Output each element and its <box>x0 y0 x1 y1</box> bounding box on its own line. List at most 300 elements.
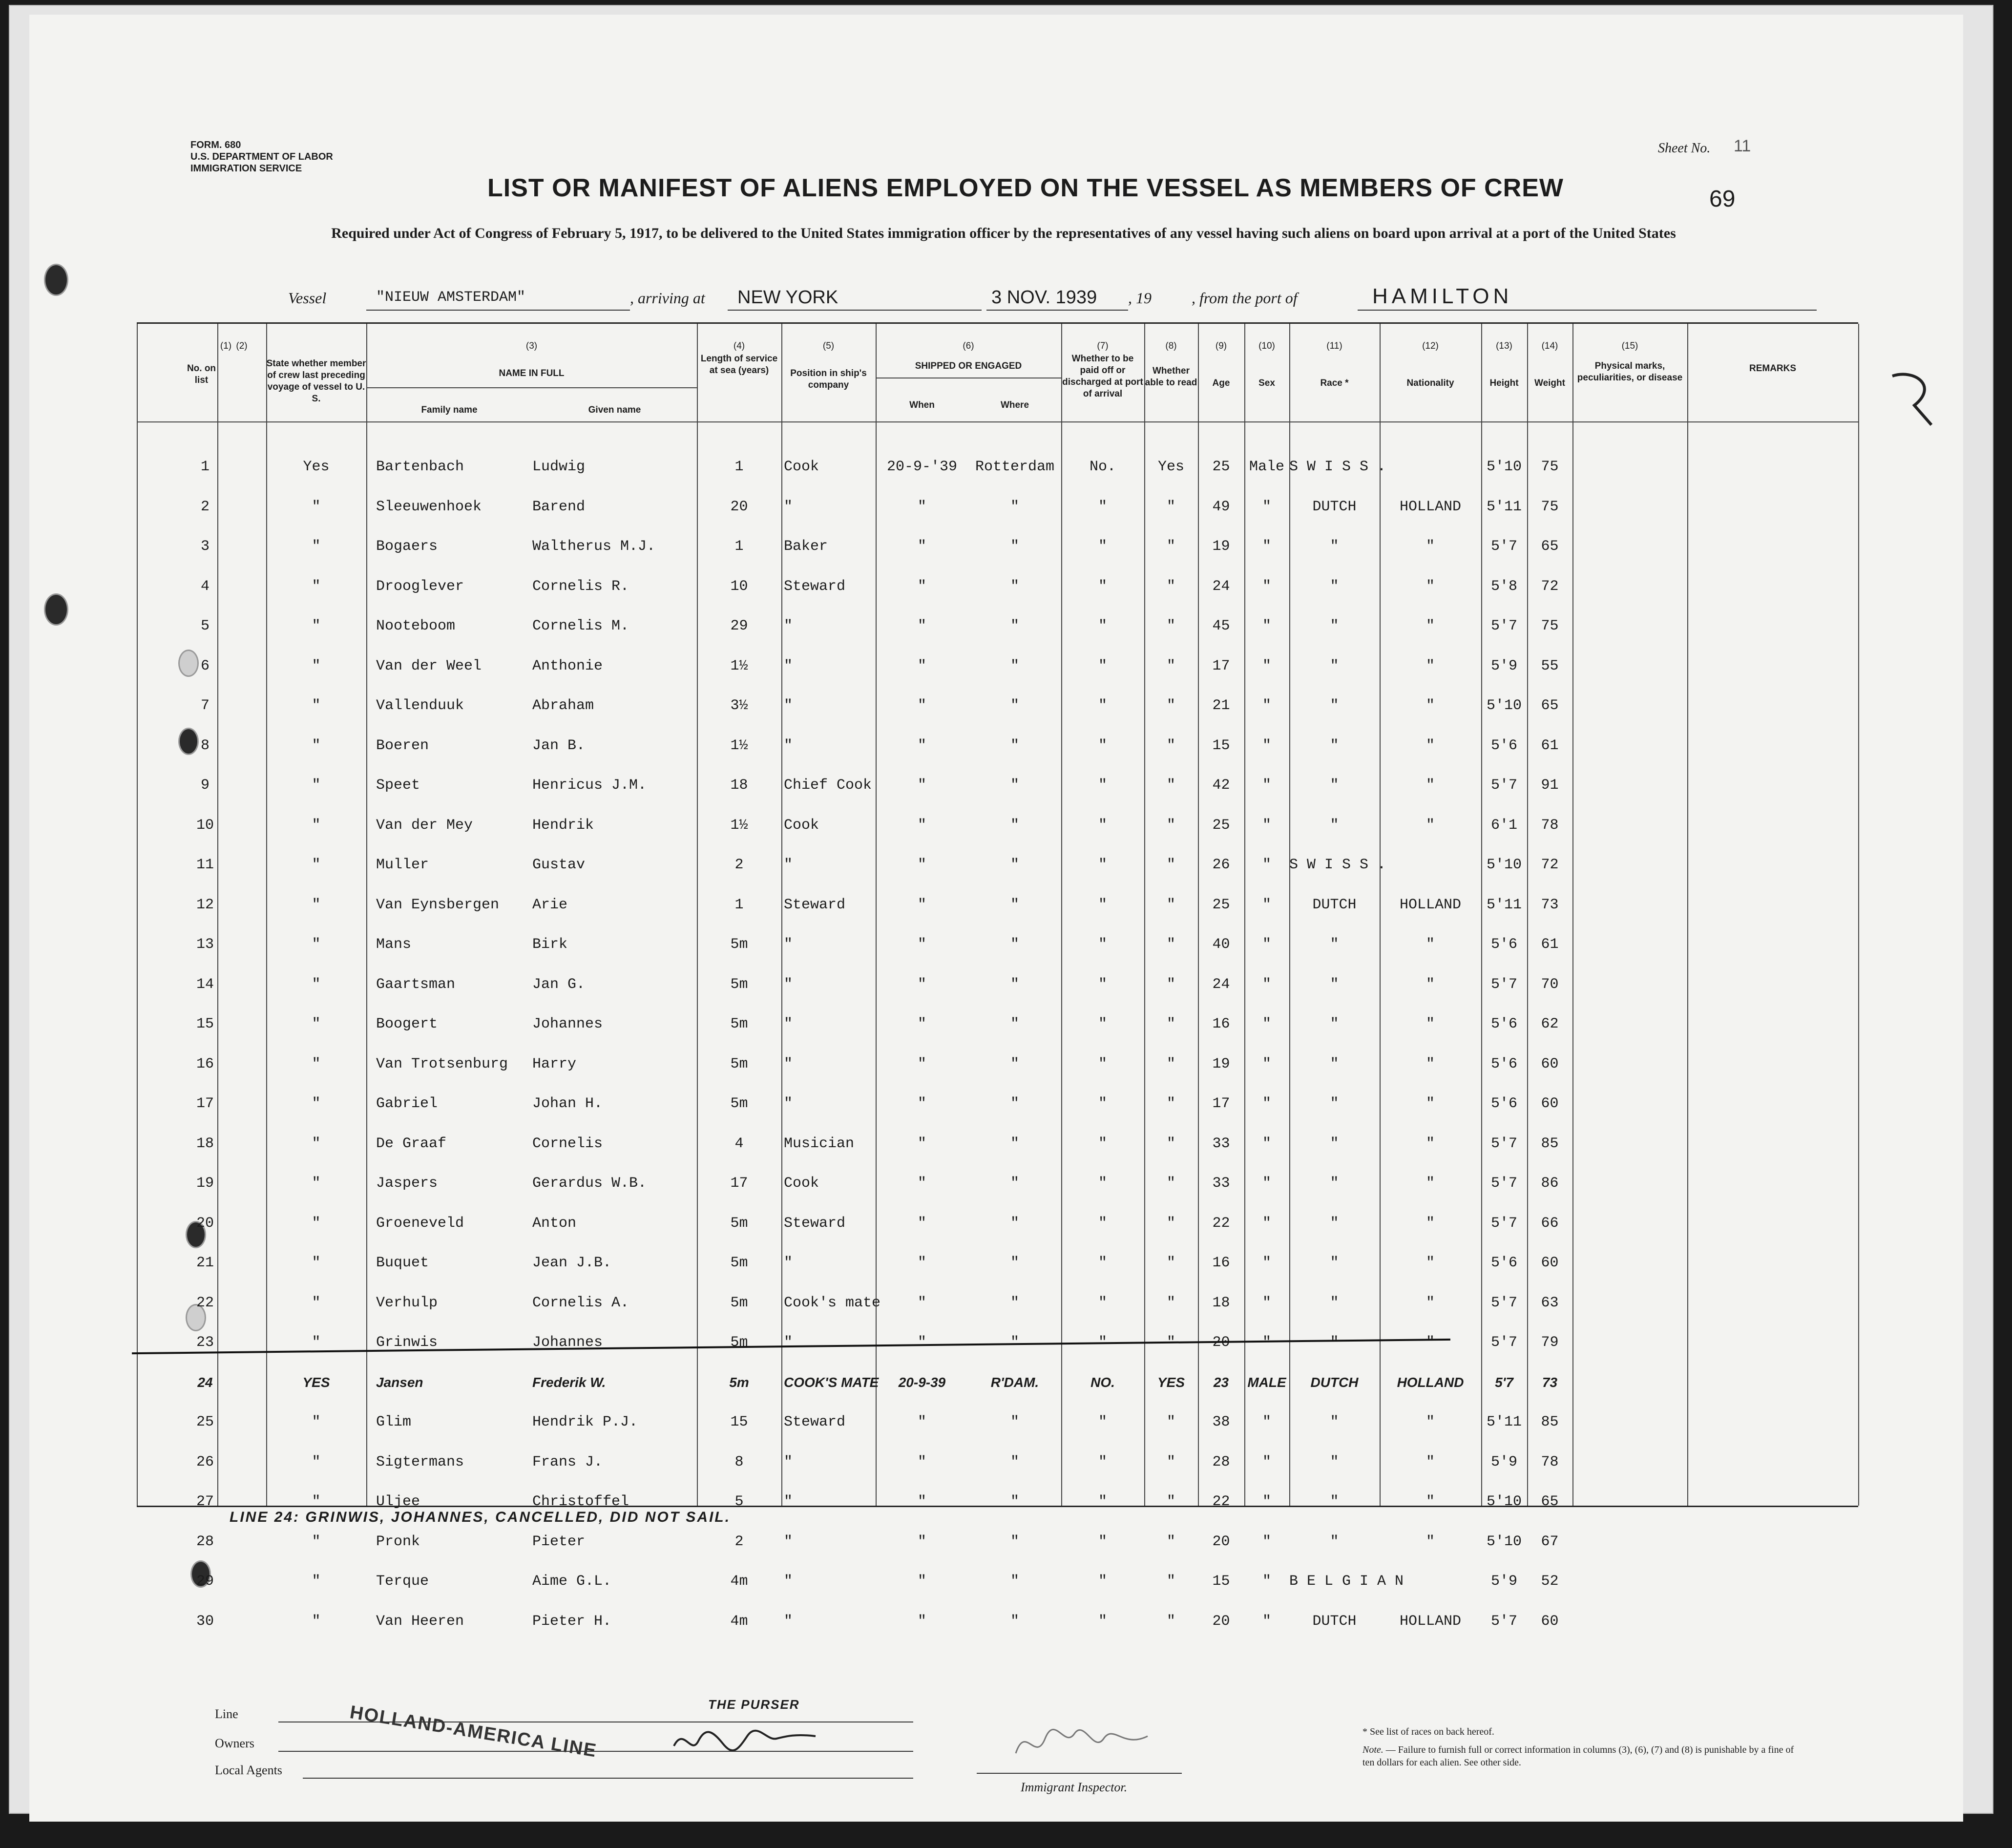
row-5-prev: " <box>312 618 321 634</box>
row-2-height: 5'11 <box>1486 498 1522 515</box>
header-paid-off: Whether to be paid off or discharged at port of arrival <box>1062 354 1143 399</box>
row-15-height: 5'6 <box>1490 1016 1517 1032</box>
row-14-no: 14 <box>196 976 214 993</box>
row-12-family: Van Eynsbergen <box>376 896 500 913</box>
row-23-prev: " <box>312 1334 321 1351</box>
row-2-prev: " <box>312 498 321 515</box>
row-17-given: Johan H. <box>532 1095 603 1112</box>
row-6-nat: " <box>1425 657 1435 674</box>
row-11-prev: " <box>312 857 321 873</box>
row-19-paid: " <box>1098 1175 1107 1192</box>
row-16-height: 5'6 <box>1490 1055 1517 1072</box>
row-26-when: " <box>917 1453 926 1470</box>
row-1-read: Yes <box>1157 459 1184 475</box>
row-30-when: " <box>917 1613 926 1630</box>
row-17-where: " <box>1010 1095 1019 1112</box>
row-6-paid: " <box>1098 657 1107 674</box>
row-29-sex: " <box>1262 1573 1271 1590</box>
col-num: (5) <box>822 341 835 351</box>
row-5-family: Nooteboom <box>376 618 456 634</box>
row-19-no: 19 <box>196 1175 214 1192</box>
row-13-family: Mans <box>376 936 412 953</box>
row-26-read: " <box>1166 1453 1175 1470</box>
row-8-given: Jan B. <box>532 737 586 754</box>
row-13-age: 40 <box>1212 936 1230 953</box>
row-16-where: " <box>1010 1055 1019 1072</box>
row-12-height: 5'11 <box>1486 896 1522 913</box>
row-21-no: 21 <box>196 1255 214 1271</box>
header-name: NAME IN FULL <box>499 368 565 378</box>
row-6-read: " <box>1166 657 1175 674</box>
arrival-date: 3 NOV. 1939 <box>991 287 1097 308</box>
row-10-pos: Cook <box>784 817 819 834</box>
row-10-where: " <box>1010 817 1019 834</box>
row-24-pos: COOK'S MATE <box>784 1374 879 1390</box>
row-13-prev: " <box>312 936 321 953</box>
row-4-height: 5'8 <box>1490 578 1517 595</box>
row-27-when: " <box>917 1493 926 1510</box>
row-11-when: " <box>917 857 926 873</box>
row-10-family: Van der Mey <box>376 817 473 834</box>
row-14-read: " <box>1166 976 1175 993</box>
company-stamp: HOLLAND-AMERICA LINE <box>348 1702 599 1762</box>
row-2-when: " <box>917 498 926 515</box>
row-17-nat: " <box>1425 1095 1435 1112</box>
col-num: (15) <box>1621 341 1638 351</box>
row-6-len: 1½ <box>730 657 748 674</box>
row-16-nat: " <box>1425 1055 1435 1072</box>
row-10-when: " <box>917 817 926 834</box>
row-21-weight: 60 <box>1541 1255 1559 1271</box>
row-20-read: " <box>1166 1215 1175 1232</box>
row-2-len: 20 <box>730 498 748 515</box>
row-10-no: 10 <box>196 817 214 834</box>
row-10-age: 25 <box>1212 817 1230 834</box>
row-26-sex: " <box>1262 1453 1271 1470</box>
row-8-nat: " <box>1425 737 1435 754</box>
row-28-where: " <box>1010 1533 1019 1550</box>
row-12-read: " <box>1166 896 1175 913</box>
form-number: FORM. 680 U.S. DEPARTMENT OF LABOR IMMIGRATION SERVICE <box>190 140 333 174</box>
row-21-race: " <box>1330 1255 1339 1271</box>
row-4-no: 4 <box>200 578 210 595</box>
row-26-prev: " <box>312 1453 321 1470</box>
row-4-pos: Steward <box>784 578 846 595</box>
row-5-where: " <box>1010 618 1019 634</box>
row-23-given: Johannes <box>532 1334 603 1351</box>
row-18-race: " <box>1330 1135 1339 1152</box>
row-26-paid: " <box>1098 1453 1107 1470</box>
row-22-sex: " <box>1262 1294 1271 1311</box>
row-20-height: 5'7 <box>1490 1215 1517 1232</box>
row-9-family: Speet <box>376 777 420 794</box>
row-30-pos: " <box>784 1613 793 1630</box>
row-18-when: " <box>917 1135 926 1152</box>
row-29-race: B E L G I A N <box>1289 1573 1404 1590</box>
row-17-weight: 60 <box>1541 1095 1559 1112</box>
row-30-no: 30 <box>196 1613 214 1630</box>
row-24-nat: HOLLAND <box>1397 1374 1464 1390</box>
row-2-paid: " <box>1098 498 1107 515</box>
row-23-no: 23 <box>196 1334 214 1351</box>
row-18-age: 33 <box>1212 1135 1230 1152</box>
row-21-len: 5m <box>730 1255 748 1271</box>
col-num: (4) <box>733 341 745 351</box>
row-14-weight: 70 <box>1541 976 1559 993</box>
row-30-family: Van Heeren <box>376 1613 464 1630</box>
row-20-pos: Steward <box>784 1215 846 1232</box>
row-8-family: Boeren <box>376 737 429 754</box>
row-1-given: Ludwig <box>532 459 586 475</box>
header-where: Where <box>1000 400 1029 410</box>
row-16-age: 19 <box>1212 1055 1230 1072</box>
row-7-where: " <box>1010 697 1019 714</box>
row-7-pos: " <box>784 697 793 714</box>
row-26-where: " <box>1010 1453 1019 1470</box>
row-9-paid: " <box>1098 777 1107 794</box>
row-27-race: " <box>1330 1493 1339 1510</box>
row-2-age: 49 <box>1212 498 1230 515</box>
header-family: Family name <box>421 405 478 415</box>
row-17-paid: " <box>1098 1095 1107 1112</box>
header-state: State whether member of crew last preceding voyage of vessel to U. S. <box>266 358 366 404</box>
row-9-given: Henricus J.M. <box>532 777 647 794</box>
row-16-paid: " <box>1098 1055 1107 1072</box>
row-18-paid: " <box>1098 1135 1107 1152</box>
row-6-prev: " <box>312 657 321 674</box>
row-9-nat: " <box>1425 777 1435 794</box>
row-14-family: Gaartsman <box>376 976 456 993</box>
row-12-no: 12 <box>196 896 214 913</box>
row-29-given: Aime G.L. <box>532 1573 612 1590</box>
row-19-sex: " <box>1262 1175 1271 1192</box>
margin-pencil-mark <box>1885 371 1944 430</box>
col-num: (3) <box>525 341 538 351</box>
row-9-pos: Chief Cook <box>784 777 872 794</box>
year-label: , 19 <box>1128 289 1152 307</box>
row-26-height: 5'9 <box>1490 1453 1517 1470</box>
row-10-race: " <box>1330 817 1339 834</box>
row-13-weight: 61 <box>1541 936 1559 953</box>
row-4-prev: " <box>312 578 321 595</box>
owners-label: Owners <box>215 1736 254 1750</box>
row-13-read: " <box>1166 936 1175 953</box>
underline <box>728 310 982 311</box>
row-17-prev: " <box>312 1095 321 1112</box>
row-9-height: 5'7 <box>1490 777 1517 794</box>
arriving-label: , arriving at <box>630 289 705 307</box>
row-3-given: Waltherus M.J. <box>532 538 656 555</box>
row-24-age: 23 <box>1213 1374 1229 1390</box>
row-7-read: " <box>1166 697 1175 714</box>
row-15-weight: 62 <box>1541 1016 1559 1032</box>
row-6-given: Anthonie <box>532 657 603 674</box>
row-5-given: Cornelis M. <box>532 618 629 634</box>
agents-label: Local Agents <box>215 1763 282 1777</box>
row-24-weight: 73 <box>1542 1374 1558 1390</box>
row-27-family: Uljee <box>376 1493 420 1510</box>
row-15-pos: " <box>784 1016 793 1032</box>
row-16-family: Van Trotsenburg <box>376 1055 508 1072</box>
row-12-age: 25 <box>1212 896 1230 913</box>
row-3-family: Bogaers <box>376 538 438 555</box>
row-5-when: " <box>917 618 926 634</box>
row-13-paid: " <box>1098 936 1107 953</box>
row-29-pos: " <box>784 1573 793 1590</box>
row-17-age: 17 <box>1212 1095 1230 1112</box>
row-10-weight: 78 <box>1541 817 1559 834</box>
row-22-pos: Cook's mate <box>784 1294 881 1311</box>
row-7-sex: " <box>1262 697 1271 714</box>
row-15-given: Johannes <box>532 1016 603 1032</box>
row-6-height: 5'9 <box>1490 657 1517 674</box>
row-22-age: 18 <box>1212 1294 1230 1311</box>
header-height: Height <box>1489 378 1519 388</box>
row-22-weight: 63 <box>1541 1294 1559 1311</box>
row-19-race: " <box>1330 1175 1339 1192</box>
row-19-given: Gerardus W.B. <box>532 1175 647 1192</box>
underline <box>366 310 630 311</box>
row-18-pos: Musician <box>784 1135 855 1152</box>
row-18-where: " <box>1010 1135 1019 1152</box>
row-4-race: " <box>1330 578 1339 595</box>
row-5-paid: " <box>1098 618 1107 634</box>
row-15-nat: " <box>1425 1016 1435 1032</box>
row-18-weight: 85 <box>1541 1135 1559 1152</box>
row-4-where: " <box>1010 578 1019 595</box>
row-3-when: " <box>917 538 926 555</box>
row-25-family: Glim <box>376 1414 412 1430</box>
row-10-prev: " <box>312 817 321 834</box>
punch-hole <box>44 593 68 626</box>
row-9-len: 18 <box>730 777 748 794</box>
col-num: (13) <box>1496 341 1512 351</box>
cancellation-note: LINE 24: GRINWIS, JOHANNES, CANCELLED, DID NOT SAIL. <box>230 1509 731 1525</box>
row-21-nat: " <box>1425 1255 1435 1271</box>
row-16-weight: 60 <box>1541 1055 1559 1072</box>
row-7-given: Abraham <box>532 697 594 714</box>
row-1-weight: 75 <box>1541 459 1559 475</box>
row-25-nat: " <box>1425 1414 1435 1430</box>
row-21-family: Buquet <box>376 1255 429 1271</box>
row-30-weight: 60 <box>1541 1613 1559 1630</box>
vessel-line <box>137 284 1675 313</box>
row-12-sex: " <box>1262 896 1271 913</box>
row-1-pos: Cook <box>784 459 819 475</box>
row-21-prev: " <box>312 1255 321 1271</box>
row-27-pos: " <box>784 1493 793 1510</box>
row-22-paid: " <box>1098 1294 1107 1311</box>
row-6-no: 6 <box>200 657 210 674</box>
row-10-height: 6'1 <box>1490 817 1517 834</box>
row-7-race: " <box>1330 697 1339 714</box>
row-20-nat: " <box>1425 1215 1435 1232</box>
row-24-where: R'DAM. <box>990 1374 1039 1390</box>
row-5-no: 5 <box>200 618 210 634</box>
row-26-age: 28 <box>1212 1453 1230 1470</box>
purser-signature <box>669 1717 825 1761</box>
row-11-age: 26 <box>1212 857 1230 873</box>
row-28-age: 20 <box>1212 1533 1230 1550</box>
row-23-weight: 79 <box>1541 1334 1559 1351</box>
row-3-sex: " <box>1262 538 1271 555</box>
row-25-pos: Steward <box>784 1414 846 1430</box>
row-21-where: " <box>1010 1255 1019 1271</box>
row-5-race: " <box>1330 618 1339 634</box>
row-30-sex: " <box>1262 1613 1271 1630</box>
row-13-pos: " <box>784 936 793 953</box>
row-22-when: " <box>917 1294 926 1311</box>
row-1-prev: Yes <box>303 459 330 475</box>
row-28-prev: " <box>312 1533 321 1550</box>
row-3-height: 5'7 <box>1490 538 1517 555</box>
row-6-race: " <box>1330 657 1339 674</box>
col-num: (12) <box>1422 341 1439 351</box>
row-13-height: 5'6 <box>1490 936 1517 953</box>
row-23-when: " <box>917 1334 926 1351</box>
row-20-when: " <box>917 1215 926 1232</box>
row-2-weight: 75 <box>1541 498 1559 515</box>
row-14-given: Jan G. <box>532 976 586 993</box>
arrival-port: NEW YORK <box>737 287 838 308</box>
row-28-len: 2 <box>734 1533 744 1550</box>
row-11-read: " <box>1166 857 1175 873</box>
row-20-sex: " <box>1262 1215 1271 1232</box>
row-24-read: YES <box>1157 1374 1185 1390</box>
row-28-when: " <box>917 1533 926 1550</box>
row-19-pos: Cook <box>784 1175 819 1192</box>
row-14-pos: " <box>784 976 793 993</box>
row-14-paid: " <box>1098 976 1107 993</box>
row-6-pos: " <box>784 657 793 674</box>
row-27-read: " <box>1166 1493 1175 1510</box>
row-10-given: Hendrik <box>532 817 594 834</box>
row-5-pos: " <box>784 618 793 634</box>
row-8-when: " <box>917 737 926 754</box>
row-25-height: 5'11 <box>1486 1414 1522 1430</box>
row-16-when: " <box>917 1055 926 1072</box>
row-20-paid: " <box>1098 1215 1107 1232</box>
col-num: (9) <box>1215 341 1227 351</box>
row-4-when: " <box>917 578 926 595</box>
row-20-age: 22 <box>1212 1215 1230 1232</box>
departure-port: HAMILTON <box>1372 284 1513 308</box>
sheet-value: 11 <box>1734 137 1751 155</box>
row-1-age: 25 <box>1212 459 1230 475</box>
vessel-label: Vessel <box>288 289 327 307</box>
header-age: Age <box>1212 378 1230 388</box>
row-21-age: 16 <box>1212 1255 1230 1271</box>
row-22-family: Verhulp <box>376 1294 438 1311</box>
row-13-nat: " <box>1425 936 1435 953</box>
inspector-label: Immigrant Inspector. <box>1021 1780 1128 1794</box>
row-18-given: Cornelis <box>532 1135 603 1152</box>
row-16-read: " <box>1166 1055 1175 1072</box>
row-5-weight: 75 <box>1541 618 1559 634</box>
col-num: (14) <box>1541 341 1558 351</box>
row-2-where: " <box>1010 498 1019 515</box>
row-15-no: 15 <box>196 1016 214 1032</box>
row-25-weight: 85 <box>1541 1414 1559 1430</box>
header-weight: Weight <box>1534 378 1565 388</box>
row-16-given: Harry <box>532 1055 577 1072</box>
row-27-height: 5'10 <box>1486 1493 1522 1510</box>
vessel-name: "NIEUW AMSTERDAM" <box>376 289 526 306</box>
row-23-sex: " <box>1262 1334 1271 1351</box>
row-5-read: " <box>1166 618 1175 634</box>
row-25-when: " <box>917 1414 926 1430</box>
row-12-paid: " <box>1098 896 1107 913</box>
row-28-nat: " <box>1425 1533 1435 1550</box>
col-num: (7) <box>1097 341 1109 351</box>
row-14-sex: " <box>1262 976 1271 993</box>
row-6-family: Van der Weel <box>376 657 482 674</box>
row-29-age: 15 <box>1212 1573 1230 1590</box>
row-20-len: 5m <box>730 1215 748 1232</box>
row-27-nat: " <box>1425 1493 1435 1510</box>
row-20-given: Anton <box>532 1215 577 1232</box>
row-29-weight: 52 <box>1541 1573 1559 1590</box>
row-25-sex: " <box>1262 1414 1271 1430</box>
row-1-paid: No. <box>1089 459 1116 475</box>
row-29-where: " <box>1010 1573 1019 1590</box>
row-26-race: " <box>1330 1453 1339 1470</box>
row-28-height: 5'10 <box>1486 1533 1522 1550</box>
row-2-race: DUTCH <box>1312 498 1357 515</box>
row-2-read: " <box>1166 498 1175 515</box>
header-remarks: REMARKS <box>1749 363 1797 374</box>
row-24-no: 24 <box>197 1374 213 1390</box>
inspector-underline <box>977 1773 1182 1774</box>
row-10-read: " <box>1166 817 1175 834</box>
row-17-no: 17 <box>196 1095 214 1112</box>
row-14-prev: " <box>312 976 321 993</box>
row-28-no: 28 <box>196 1533 214 1550</box>
inspector-signature <box>1006 1719 1162 1768</box>
row-29-read: " <box>1166 1573 1175 1590</box>
row-9-prev: " <box>312 777 321 794</box>
row-27-no: 27 <box>196 1493 214 1510</box>
row-17-height: 5'6 <box>1490 1095 1517 1112</box>
row-21-paid: " <box>1098 1255 1107 1271</box>
row-7-height: 5'10 <box>1486 697 1522 714</box>
row-9-race: " <box>1330 777 1339 794</box>
row-15-family: Boogert <box>376 1016 438 1032</box>
row-12-pos: Steward <box>784 896 846 913</box>
row-22-no: 22 <box>196 1294 214 1311</box>
row-27-paid: " <box>1098 1493 1107 1510</box>
punch-hole <box>44 264 68 296</box>
sheet-label: Sheet No. <box>1658 141 1711 156</box>
underline <box>986 310 1128 311</box>
col-num: (8) <box>1165 341 1177 351</box>
row-17-read: " <box>1166 1095 1175 1112</box>
row-1-sex: Male <box>1249 459 1284 475</box>
row-17-race: " <box>1330 1095 1339 1112</box>
row-13-sex: " <box>1262 936 1271 953</box>
row-1-when: 20-9-'39 <box>886 459 958 475</box>
row-15-when: " <box>917 1016 926 1032</box>
row-26-no: 26 <box>196 1453 214 1470</box>
row-10-sex: " <box>1262 817 1271 834</box>
row-23-len: 5m <box>730 1334 748 1351</box>
row-23-paid: " <box>1098 1334 1107 1351</box>
row-27-sex: " <box>1262 1493 1271 1510</box>
row-16-len: 5m <box>730 1055 748 1072</box>
row-13-race: " <box>1330 936 1339 953</box>
row-10-paid: " <box>1098 817 1107 834</box>
row-21-given: Jean J.B. <box>532 1255 612 1271</box>
